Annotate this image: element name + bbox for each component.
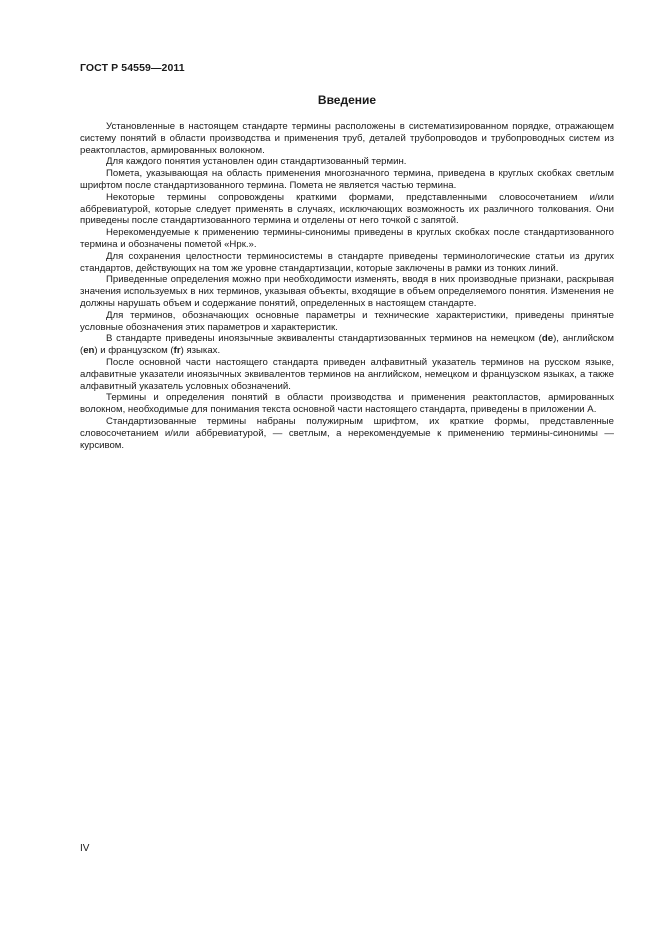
lang-code-fr: fr: [173, 345, 181, 357]
text-fragment: ), английском (: [80, 333, 614, 357]
paragraph: Стандартизованные термины набраны полужирным шрифтом, их краткие формы, представленные словосочетанием и/или аббревиатурой, — светлым, а нерекомендуемые к применению термины-синонимы — курсивом.: [80, 415, 614, 451]
paragraph: После основной части настоящего стандарта приведен алфавитный указатель терминов на русском языке, алфавитные указатели иноязычных эквивалентов терминов на английском, немецком и французском языках, а также алфавитный указатель условных обозначений.: [80, 356, 614, 392]
paragraph: Для сохранения целостности терминосистемы в стандарте приведены терминологические статьи из других стандартов, действующих на том же уровне стандартизации, которые заключены в рамки из тонких линий.: [80, 250, 614, 274]
text-fragment: ) и французском (: [94, 345, 174, 357]
paragraph: Установленные в настоящем стандарте термины расположены в систематизированном порядке, отражающем систему понятий в области производства и применения труб, деталей трубопроводов и трубопроводных систем из реактопластов, армированных волокном.: [80, 121, 614, 156]
page-number: IV: [80, 843, 90, 854]
body-text: [80, 121, 614, 451]
paragraph: Приведенные определения можно при необходимости изменять, вводя в них производные признаки, раскрывая значения используемых в них терминов, указывая объекты, входящие в объем определяемого понятия. Изменения не должны нарушать объем и содержание понятий, определенных в настоящем стандарте.: [80, 274, 614, 309]
paragraph: Некоторые термины сопровождены краткими формами, представленными словосочетанием и/или аббревиатурой, которые следует применять в случаях, исключающих возможность их различного толкования. Они приведены после стандартизованного термина и отделены от него точкой с запятой.: [80, 191, 614, 227]
language-equivalents-paragraph: [80, 333, 614, 357]
paragraph: Термины и определения понятий в области производства и применения реактопластов, армированных волокном, необходимые для понимания текста основной части настоящего стандарта, приведены в приложении А.: [80, 392, 614, 416]
paragraph: Для каждого понятия установлен один стандартизованный термин.: [106, 156, 407, 168]
lang-code-de: de: [541, 333, 554, 345]
paragraph: Помета, указывающая на область применения многозначного термина, приведена в круглых скобках светлым шрифтом после стандартизованного термина. Помета не является частью термина.: [80, 168, 614, 191]
section-title: Введение: [317, 93, 377, 107]
text-fragment: В стандарте приведены иноязычные эквиваленты стандартизованных терминов на немецком (: [106, 333, 542, 345]
document-code: ГОСТ Р 54559—2011: [80, 62, 185, 74]
lang-code-en: en: [83, 345, 95, 357]
text-fragment: ) языках.: [180, 345, 221, 357]
paragraph: Нерекомендуемые к применению термины-синонимы приведены в круглых скобках после стандартизованного термина и обозначены пометой «Нрк.».: [80, 227, 614, 250]
paragraph: Для терминов, обозначающих основные параметры и технические характеристики, приведены принятые условные обозначения этих параметров и характеристик.: [80, 309, 614, 333]
